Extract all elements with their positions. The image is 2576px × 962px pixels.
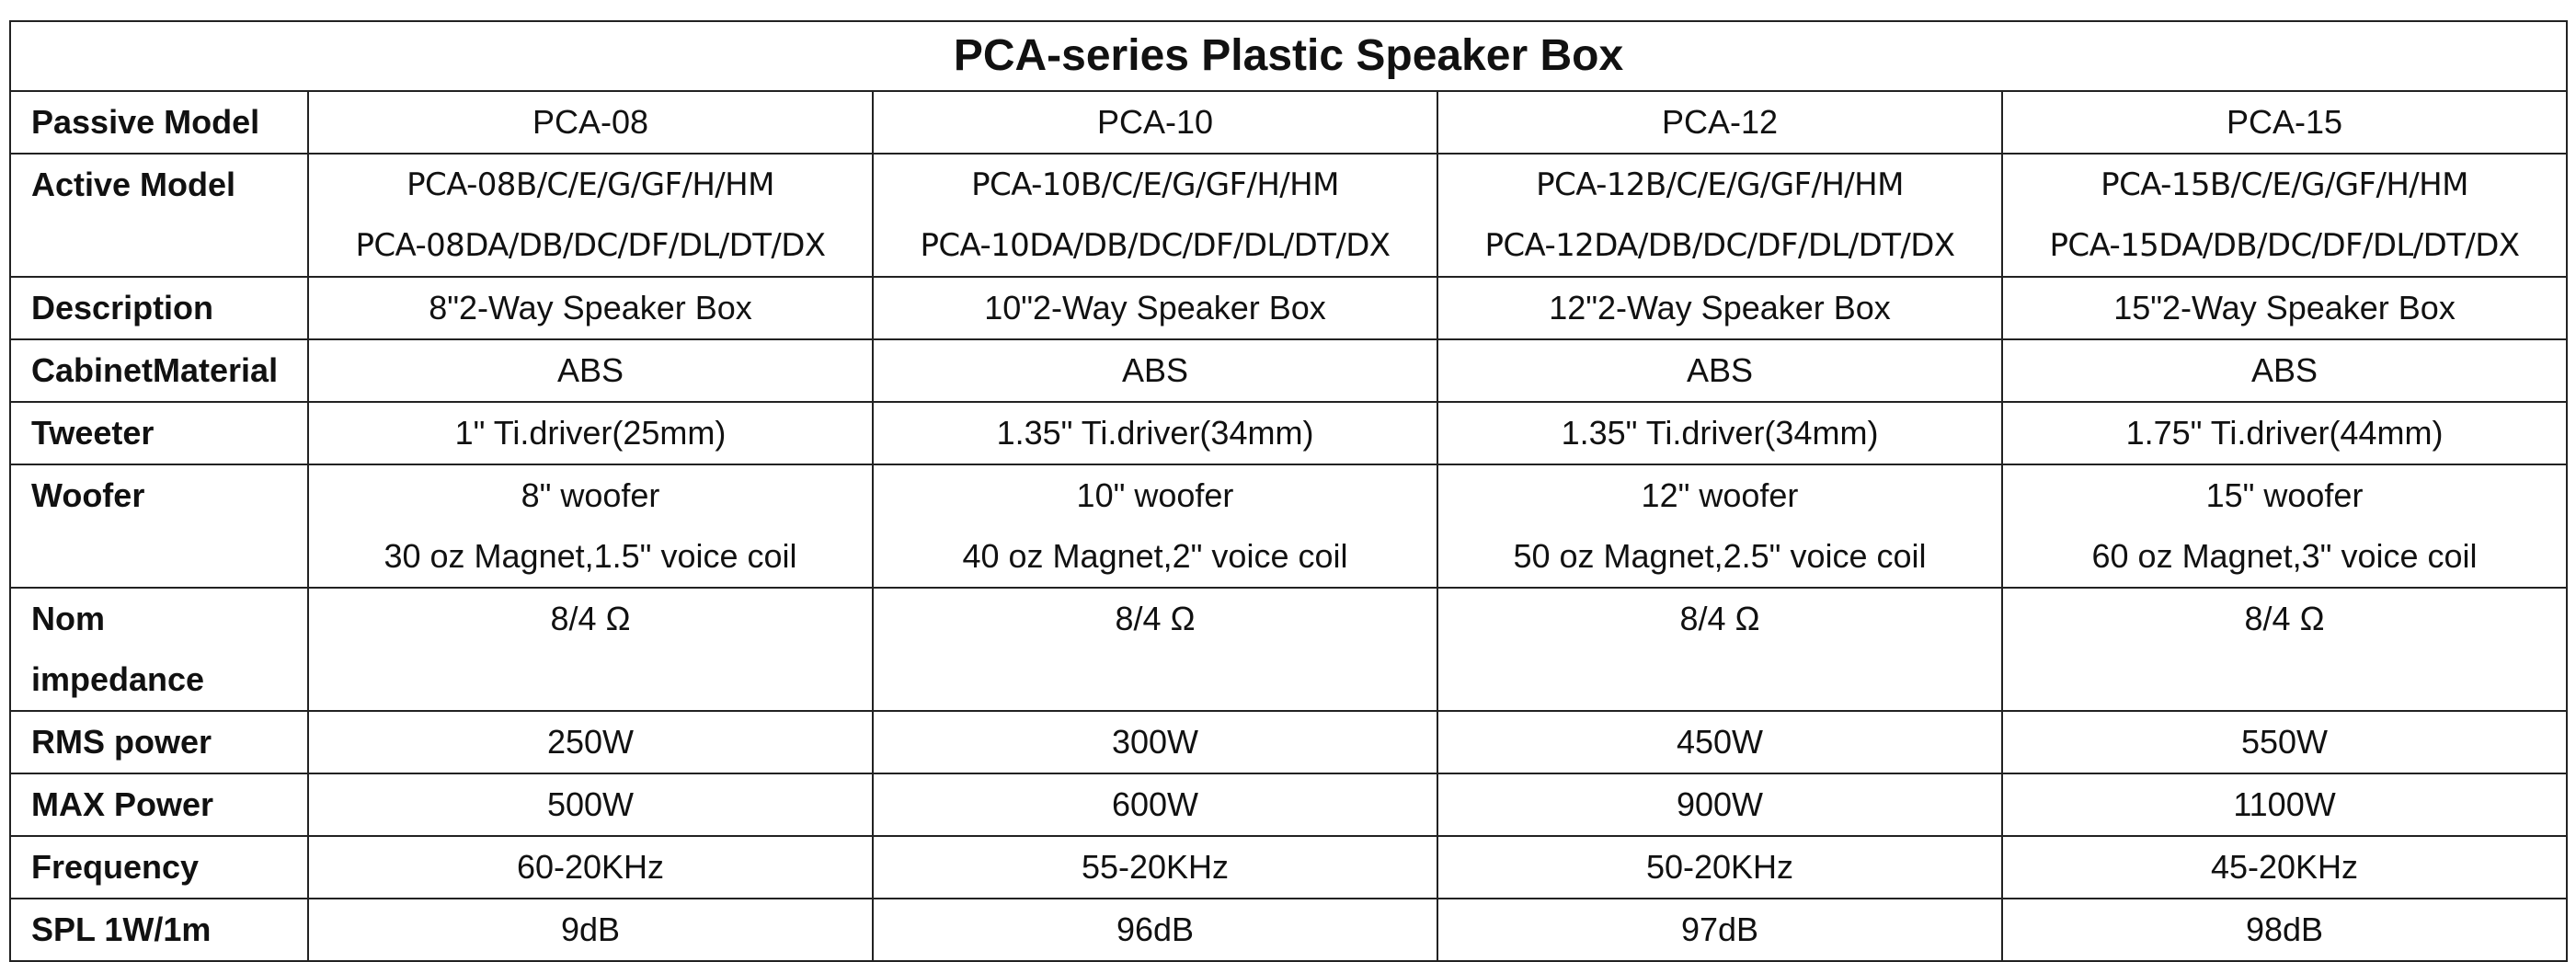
- row-label-line: RMS power: [31, 723, 212, 761]
- spec-cell: [873, 154, 1437, 277]
- spec-cell-line: 45-20KHz: [2210, 848, 2359, 886]
- spec-cell-line: 8/4 Ω: [2244, 600, 2325, 637]
- spec-cell: [1437, 836, 2002, 899]
- model-cell: PCA-15: [2002, 91, 2567, 154]
- spec-cell-line: 50 oz Magnet,2.5" voice coil: [1513, 537, 1927, 575]
- spec-cell: [873, 464, 1437, 588]
- spec-cell: [1437, 773, 2002, 836]
- row-label: [10, 588, 308, 711]
- spec-cell-line: 600W: [1111, 785, 1199, 823]
- spec-cell: [308, 588, 873, 711]
- spec-cell-line: ABS: [1121, 351, 1189, 389]
- spec-cell-line: 1.35" Ti.driver(34mm): [1561, 414, 1879, 452]
- spec-cell-line: 1.35" Ti.driver(34mm): [996, 414, 1314, 452]
- spec-cell: [2002, 836, 2567, 899]
- spec-cell-line: PCA-10DA/DB/DC/DF/DL/DT/DX: [920, 227, 1391, 264]
- spec-cell-line: 15" woofer: [2205, 476, 2364, 514]
- spec-cell: [873, 899, 1437, 961]
- spec-cell-line: 12" woofer: [1641, 476, 1799, 514]
- row-label-line: MAX Power: [31, 785, 214, 823]
- row-label-line: Active Model: [31, 166, 236, 203]
- spec-cell-line: 12"2-Way Speaker Box: [1549, 289, 1891, 326]
- row-label: [10, 339, 308, 402]
- spec-cell-line: 1" Ti.driver(25mm): [454, 414, 727, 452]
- spec-row-spl-1w-1m: [10, 899, 2567, 961]
- row-label-line: Nom: [31, 600, 105, 637]
- spec-cell: [873, 588, 1437, 711]
- row-label-line: Description: [31, 289, 214, 326]
- spec-cell: [873, 277, 1437, 339]
- spec-cell-line: 50-20KHz: [1645, 848, 1794, 886]
- spec-cell-line: 10" woofer: [1076, 476, 1234, 514]
- spec-cell-line: 250W: [546, 723, 635, 761]
- row-label-line: Frequency: [31, 848, 200, 886]
- spec-row-tweeter: [10, 402, 2567, 464]
- spec-cell: [2002, 402, 2567, 464]
- spec-cell: [1437, 588, 2002, 711]
- spec-cell-line: PCA-08B/C/E/G/GF/H/HM: [406, 166, 774, 203]
- spec-cell-line: ABS: [2250, 351, 2318, 389]
- model-cell: PCA-08: [308, 91, 873, 154]
- spec-cell-line: 1100W: [2233, 785, 2336, 823]
- spec-cell-line: 40 oz Magnet,2" voice coil: [962, 537, 1348, 575]
- passive-model-row: [10, 91, 2567, 154]
- spec-cell-line: 9dB: [560, 910, 621, 948]
- spec-cell: [2002, 711, 2567, 773]
- spec-cell: [2002, 277, 2567, 339]
- spec-cell-line: PCA-15DA/DB/DC/DF/DL/DT/DX: [2049, 227, 2520, 264]
- spec-cell: [2002, 588, 2567, 711]
- spec-cell-line: 60 oz Magnet,3" voice coil: [2091, 537, 2478, 575]
- spec-table: [9, 20, 2568, 962]
- spec-cell-line: PCA-15B/C/E/G/GF/H/HM: [2101, 166, 2468, 203]
- spec-cell: [308, 277, 873, 339]
- spec-cell-line: PCA-12B/C/E/G/GF/H/HM: [1536, 166, 1904, 203]
- spec-cell: [308, 154, 873, 277]
- spec-cell-line: 8/4 Ω: [1679, 600, 1760, 637]
- row-label-line: CabinetMaterial: [31, 351, 279, 389]
- spec-cell: [2002, 773, 2567, 836]
- spec-cell-line: ABS: [556, 351, 624, 389]
- spec-cell: [308, 711, 873, 773]
- spec-cell-line: 1.75" Ti.driver(44mm): [2125, 414, 2444, 452]
- spec-cell-line: PCA-10B/C/E/G/GF/H/HM: [971, 166, 1339, 203]
- spec-cell: [308, 402, 873, 464]
- row-label: [10, 899, 308, 961]
- spec-cell-line: 900W: [1676, 785, 1764, 823]
- row-label-line: Tweeter: [31, 414, 155, 452]
- spec-row-description: [10, 277, 2567, 339]
- spec-cell: [873, 402, 1437, 464]
- spec-cell: [1437, 464, 2002, 588]
- spec-cell-line: ABS: [1686, 351, 1754, 389]
- spec-cell-line: 98dB: [2245, 910, 2324, 948]
- row-label-passive-model: Passive Model: [10, 91, 308, 154]
- spec-table-container: [9, 20, 2568, 962]
- spec-row-woofer: [10, 464, 2567, 588]
- spec-cell: [308, 899, 873, 961]
- table-title: PCA-series Plastic Speaker Box: [10, 21, 2567, 91]
- spec-cell: [1437, 899, 2002, 961]
- spec-cell-line: 8/4 Ω: [1115, 600, 1196, 637]
- spec-cell: [2002, 899, 2567, 961]
- spec-cell: [2002, 339, 2567, 402]
- spec-cell-line: 96dB: [1116, 910, 1195, 948]
- row-label-line: impedance: [31, 660, 205, 698]
- row-label: [10, 154, 308, 277]
- model-cell: PCA-10: [873, 91, 1437, 154]
- spec-cell: [873, 836, 1437, 899]
- spec-cell-line: 8/4 Ω: [550, 600, 631, 637]
- row-label: [10, 277, 308, 339]
- model-cell: PCA-12: [1437, 91, 2002, 154]
- row-label: [10, 836, 308, 899]
- row-label: [10, 773, 308, 836]
- spec-cell: [1437, 711, 2002, 773]
- spec-cell: [1437, 154, 2002, 277]
- spec-cell-line: 15"2-Way Speaker Box: [2113, 289, 2456, 326]
- spec-cell-line: 97dB: [1680, 910, 1759, 948]
- spec-cell-line: 10"2-Way Speaker Box: [984, 289, 1326, 326]
- spec-row-nom-impedance: [10, 588, 2567, 711]
- row-label-line: SPL 1W/1m: [31, 910, 212, 948]
- spec-row-frequency: [10, 836, 2567, 899]
- spec-cell: [308, 339, 873, 402]
- row-label-line: Woofer: [31, 476, 145, 514]
- spec-cell-line: 300W: [1111, 723, 1199, 761]
- spec-cell: [2002, 464, 2567, 588]
- spec-row-active-model: [10, 154, 2567, 277]
- row-label: [10, 711, 308, 773]
- spec-cell: [873, 711, 1437, 773]
- spec-cell-line: PCA-12DA/DB/DC/DF/DL/DT/DX: [1484, 227, 1955, 264]
- spec-cell-line: 8" woofer: [521, 476, 660, 514]
- spec-cell-line: 450W: [1676, 723, 1764, 761]
- spec-cell-line: 30 oz Magnet,1.5" voice coil: [384, 537, 797, 575]
- row-label: [10, 402, 308, 464]
- spec-cell: [1437, 402, 2002, 464]
- spec-cell: [1437, 277, 2002, 339]
- title-row: [10, 21, 2567, 91]
- spec-cell: [308, 773, 873, 836]
- spec-cell: [873, 773, 1437, 836]
- spec-cell: [2002, 154, 2567, 277]
- row-label: [10, 464, 308, 588]
- spec-cell-line: PCA-08DA/DB/DC/DF/DL/DT/DX: [355, 227, 826, 264]
- spec-cell-line: 60-20KHz: [516, 848, 665, 886]
- spec-cell-line: 500W: [546, 785, 635, 823]
- spec-cell-line: 550W: [2240, 723, 2329, 761]
- spec-cell-line: 8"2-Way Speaker Box: [429, 289, 752, 326]
- spec-row-rms-power: [10, 711, 2567, 773]
- spec-row-max-power: [10, 773, 2567, 836]
- spec-cell-line: 55-20KHz: [1081, 848, 1230, 886]
- spec-cell: [308, 464, 873, 588]
- spec-cell: [873, 339, 1437, 402]
- spec-row-cabinetmaterial: [10, 339, 2567, 402]
- spec-cell: [308, 836, 873, 899]
- spec-cell: [1437, 339, 2002, 402]
